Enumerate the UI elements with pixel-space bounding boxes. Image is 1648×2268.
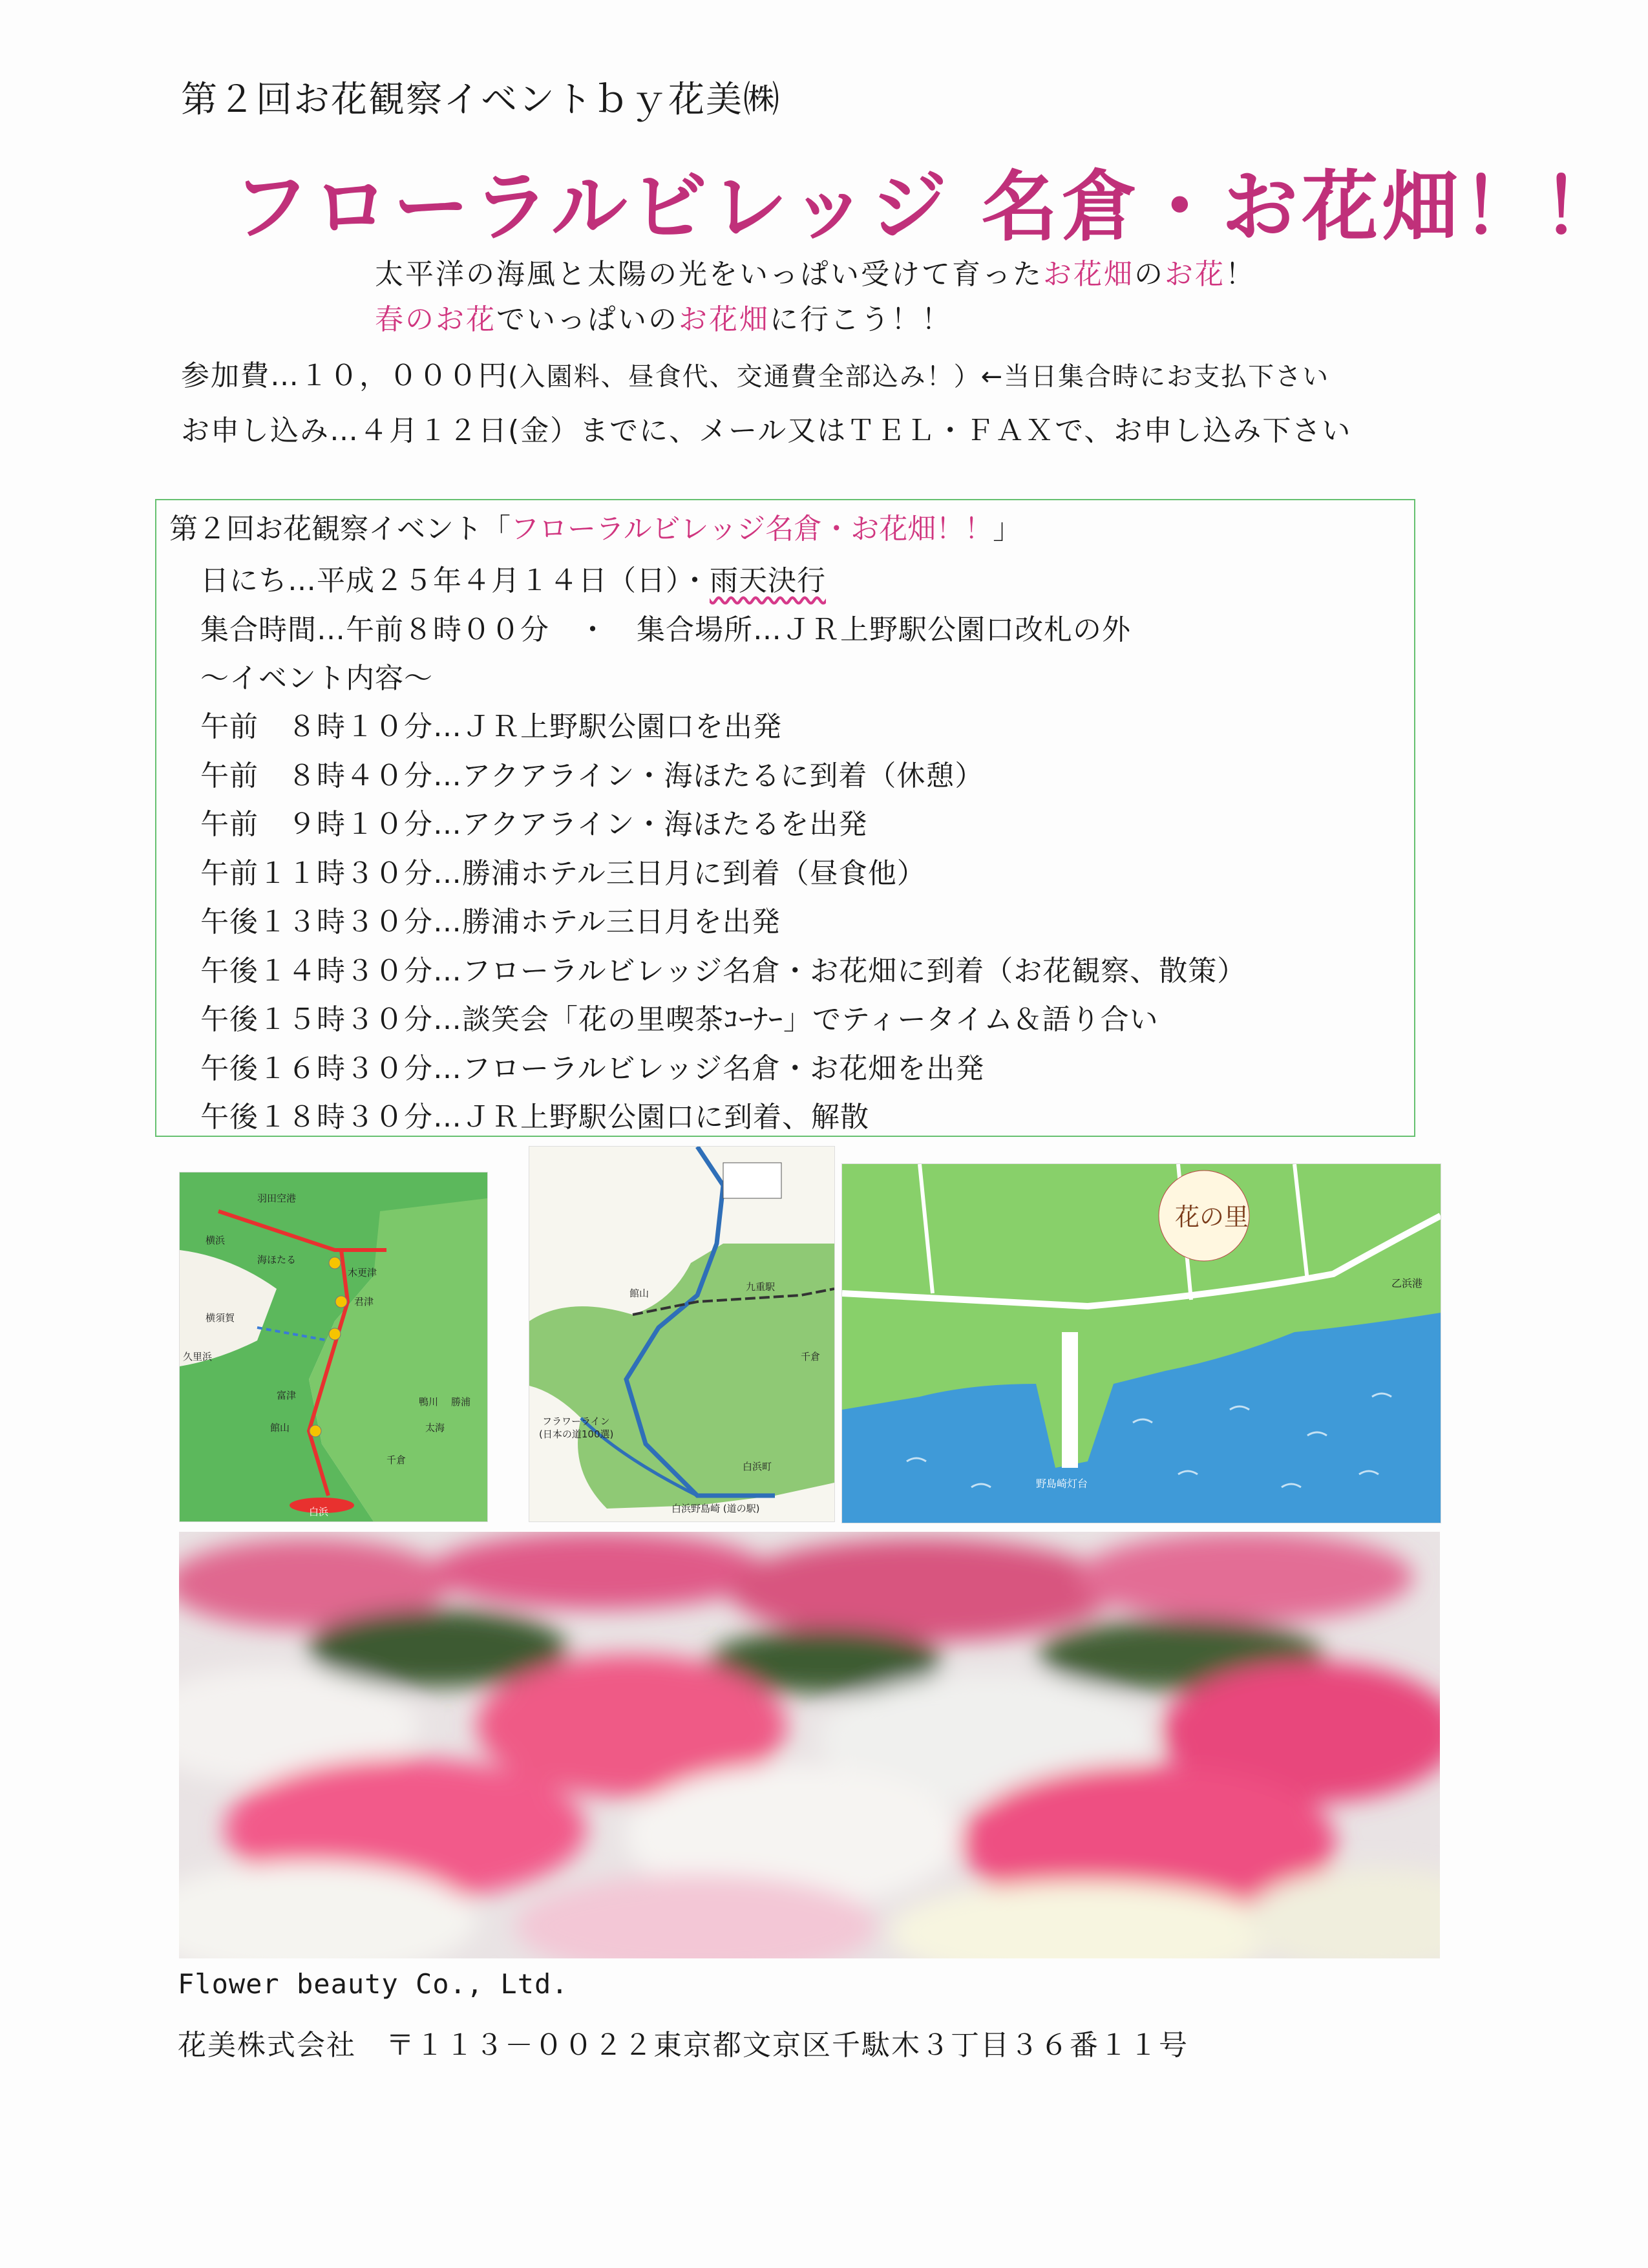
map2-label: 千倉 xyxy=(801,1351,821,1362)
route-map-boso xyxy=(179,1172,488,1522)
intro-line-1 xyxy=(375,251,1256,292)
schedule-item: 午後１３時３０分…勝浦ホテル三日月を出発 xyxy=(200,906,781,938)
area-map-hananosato-graphic xyxy=(842,1164,1441,1523)
map2-label: 白浜町 xyxy=(743,1461,772,1472)
intro-line-2 xyxy=(375,296,952,337)
map1-label: 横浜 xyxy=(206,1235,226,1246)
flower-field-graphic xyxy=(179,1532,1440,1958)
map1-label: 久里浜 xyxy=(183,1351,213,1362)
company-address xyxy=(178,2022,1188,2063)
map3-logo: 花の里 xyxy=(1175,1203,1249,1231)
company-name-jp: 花美株式会社 xyxy=(178,2029,356,2062)
schedule-heading-prefix: 第２回お花観察イベント「 xyxy=(169,513,511,546)
schedule-heading-title: フローラルビレッジ名倉・お花畑！！ xyxy=(511,513,993,546)
map1-label: 白浜 xyxy=(309,1506,329,1518)
schedule-contents-title: ～イベント内容～ xyxy=(200,662,433,695)
schedule-item: 午前 ９時１０分…アクアライン・海ほたるを出発 xyxy=(200,808,868,841)
schedule-heading xyxy=(169,505,1021,547)
map1-label: 羽田空港 xyxy=(257,1192,297,1204)
rain-or-shine: 雨天決行 xyxy=(710,564,826,597)
schedule-item: 午前１１時３０分…勝浦ホテル三日月に到着（昼食他） xyxy=(200,856,926,890)
schedule-item: 午後１５時３０分…談笑会「花の里喫茶ｺｰﾅｰ」でティータイム＆語り合い xyxy=(200,1003,1159,1036)
fee-amount: 参加費…１０，０００円 xyxy=(181,359,508,392)
intro-highlight: お花畑 xyxy=(1043,258,1134,291)
schedule-item: 午前 ８時４０分…アクアライン・海ほたるに到着（休憩） xyxy=(200,759,984,792)
map1-label: 鴨川 xyxy=(419,1396,439,1408)
area-map-hananosato xyxy=(841,1163,1441,1523)
map1-label: 君津 xyxy=(354,1296,374,1308)
address: 〒１１３－００２２東京都文京区千駄木３丁目３６番１１号 xyxy=(386,2029,1188,2062)
schedule-heading-suffix: 」 xyxy=(993,513,1022,546)
map1-label: 木更津 xyxy=(348,1267,377,1278)
map2-label: 白浜野島崎 (道の駅) xyxy=(671,1503,760,1514)
intro-text: ！ xyxy=(1225,258,1256,291)
schedule-item: 午後１６時３０分…フローラルビレッジ名倉・お花畑を出発 xyxy=(200,1052,985,1085)
map1-label: 横須賀 xyxy=(206,1312,235,1324)
map2-label: 九重駅 xyxy=(746,1281,776,1293)
map1-label: 太海 xyxy=(425,1422,445,1434)
company-name-en: Flower beauty Co., Ltd. xyxy=(178,1968,569,2000)
intro-highlight: お花 xyxy=(1165,258,1225,291)
map1-label: 海ほたる xyxy=(257,1254,297,1266)
map2-label: フラワーライン xyxy=(542,1415,610,1427)
map3-label: 乙浜港 xyxy=(1391,1277,1423,1289)
map1-label: 富津 xyxy=(277,1390,297,1401)
fee-line xyxy=(181,352,1329,394)
schedule-item: 午後１４時３０分…フローラルビレッジ名倉・お花畑に到着（お花観察、散策） xyxy=(200,954,1247,988)
fee-note: (入園料、昼食代、交通費全部込み！）←当日集合時にお支払下さい xyxy=(508,362,1330,392)
route-map-shirahama xyxy=(529,1146,835,1522)
intro-text: 太平洋の海風と太陽の光をいっぱい受けて育った xyxy=(375,258,1043,291)
route-map-shirahama-graphic xyxy=(529,1147,834,1521)
intro-text: でいっぱいの xyxy=(496,303,679,336)
event-subtitle: 第２回お花観察イベントｂｙ花美㈱ xyxy=(181,79,781,121)
map1-label: 千倉 xyxy=(386,1454,407,1466)
apply-line: お申し込み…４月１２日(金）までに、メール又はＴＥＬ・ＦＡＸで、お申し込み下さい xyxy=(181,414,1352,447)
intro-text: に行こう！！ xyxy=(770,303,952,336)
date-text: 日にち…平成２５年４月１４日（日）・ xyxy=(200,564,710,597)
schedule-item: 午前 ８時１０分…ＪＲ上野駅公園口を出発 xyxy=(200,710,782,743)
map3-label: 野島崎灯台 xyxy=(1036,1478,1088,1490)
intro-text: の xyxy=(1134,258,1165,291)
map2-label: (日本の道100選) xyxy=(539,1428,614,1440)
map1-label: 勝浦 xyxy=(451,1396,471,1408)
intro-highlight: お花畑 xyxy=(679,303,770,336)
route-map-boso-graphic xyxy=(180,1172,487,1521)
schedule-meeting: 集合時間…午前８時００分 ・ 集合場所…ＪＲ上野駅公園口改札の外 xyxy=(200,613,1131,646)
map2-label: 館山 xyxy=(629,1288,650,1299)
schedule-item: 午後１８時３０分…ＪＲ上野駅公園口に到着、解散 xyxy=(200,1101,869,1134)
schedule-date xyxy=(200,557,826,599)
intro-highlight: 春のお花 xyxy=(375,303,496,336)
map1-label: 館山 xyxy=(270,1422,290,1434)
page-title: フローラルビレッジ 名倉・お花畑！！ xyxy=(233,162,1623,251)
flower-field-photo xyxy=(179,1532,1440,1958)
